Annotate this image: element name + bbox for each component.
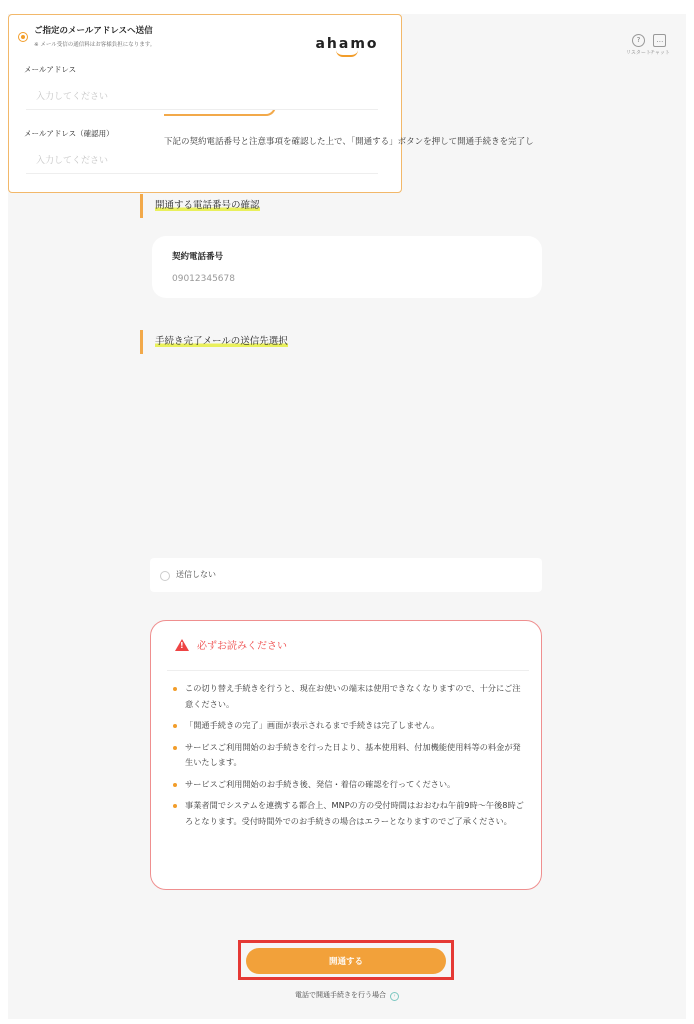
warning-list <box>173 681 525 835</box>
warning-card <box>150 620 542 890</box>
activate-button[interactable]: 開通する <box>246 948 446 974</box>
warning-item: 事業者間でシステムを連携する都合上、MNPの方の受付時間はおおむね午前9時〜午後8時ごろとなります。受付時間外でのお手続きの場合はエラーとなりますのでご了承ください。 <box>173 798 525 829</box>
restart-label: リスタート <box>626 50 651 56</box>
chat-label: チャット <box>650 50 670 56</box>
intro-text: 下記の契約電話番号と注意事項を確認した上で、「開通する」ボタンを押して開通手続きを完了し <box>164 137 534 147</box>
no-send-option-label[interactable]: 送信しない <box>176 570 216 579</box>
chat-button[interactable] <box>650 34 670 56</box>
send-email-option-label[interactable]: ご指定のメールアドレスへ送信 <box>34 26 153 36</box>
phone-label: 契約電話番号 <box>172 252 224 262</box>
no-send-radio[interactable] <box>160 571 170 581</box>
email-input[interactable] <box>26 84 378 110</box>
warning-icon <box>175 639 189 651</box>
chevron-right-icon: › <box>390 992 399 1001</box>
page-background <box>8 14 686 1019</box>
phone-activation-link[interactable]: 電話で開通手続きを行う場合 › <box>8 990 686 1001</box>
phone-number-value: 09012345678 <box>172 274 235 284</box>
warning-item: この切り替え手続きを行うと、現在お使いの端末は使用できなくなりますので、十分にご注意ください。 <box>173 681 525 712</box>
mail-section-heading: 手続き完了メールの送信先選択 <box>140 330 288 354</box>
email-label: メールアドレス <box>24 65 77 74</box>
restart-button[interactable] <box>626 34 651 56</box>
email-confirm-label: メールアドレス（確認用） <box>24 129 114 138</box>
logo-text: ahamo <box>315 36 379 52</box>
restart-icon: ? <box>632 34 645 47</box>
no-send-card[interactable] <box>150 558 542 592</box>
phone-section-heading: 開通する電話番号の確認 <box>140 194 260 218</box>
email-fee-note: ※ メール受信の通信料はお客様負担になります。 <box>34 42 156 48</box>
phone-number-card <box>152 236 542 298</box>
email-confirm-input[interactable] <box>26 148 378 174</box>
warning-item: サービスご利用開始のお手続きを行った日より、基本使用料、付加機能使用料等の料金が発生いたします。 <box>173 740 525 771</box>
warning-item: 「開通手続きの完了」画面が表示されるまで手続きは完了しません。 <box>173 718 525 734</box>
send-email-radio[interactable] <box>18 32 28 42</box>
warning-divider <box>167 670 529 671</box>
chat-icon: … <box>653 34 666 47</box>
warning-title: !必ずお読みください <box>175 637 287 652</box>
warning-item: サービスご利用開始のお手続き後、発信・着信の確認を行ってください。 <box>173 777 525 793</box>
